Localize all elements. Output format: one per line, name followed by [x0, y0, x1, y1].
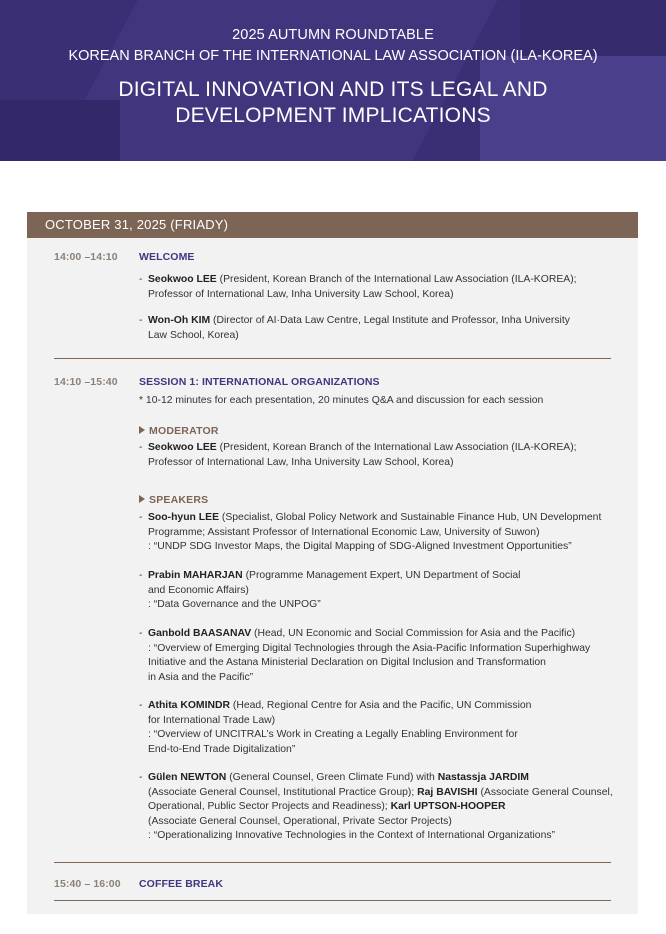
- speaker-name: Prabin MAHARJAN: [148, 570, 243, 581]
- talk-title: : “Data Governance and the UNPOG”: [148, 599, 321, 611]
- speaker-name: Karl UPTSON-HOOPER: [390, 801, 506, 813]
- session-title: WELCOME: [139, 251, 195, 263]
- triangle-bullet-icon: [139, 426, 145, 434]
- speaker-name: Athita KOMINDR: [148, 700, 230, 711]
- speaker-name: Gülen NEWTON: [148, 772, 227, 783]
- talk-title: : “Operationalizing Innovative Technologies in the Context of International Organizations”: [148, 830, 556, 842]
- divider: [54, 862, 611, 863]
- event-title: [0, 77, 666, 129]
- speaker-entry: - Ganbold BAASANAV (Head, UN Economic and Social Commission for Asia and the Pacific) : “Overview of Emerging Digital Technologies through the Asia-Pacific Information Superhighway Initiative and the Astana Ministerial Declaration on Digital Inclusion and Transformation in Asia and the Pacific”: [139, 628, 591, 683]
- speaker-name: Seokwoo LEE: [148, 274, 217, 285]
- date-band: OCTOBER 31, 2025 (FRIADY): [27, 212, 638, 238]
- speaker-entry: - Won-Oh KIM (Director of AI·Data Law Centre, Legal Institute and Professor, Inha University Law School, Korea): [139, 315, 570, 341]
- event-title-line: DEVELOPMENT IMPLICATIONS: [175, 104, 491, 127]
- speaker-name: Seokwoo LEE: [148, 442, 217, 453]
- session-title: SESSION 1: INTERNATIONAL ORGANIZATIONS: [139, 376, 380, 388]
- talk-title: : “UNDP SDG Investor Maps, the Digital Mapping of SDG-Aligned Investment Opportunities”: [148, 541, 572, 553]
- event-organizer: KOREAN BRANCH OF THE INTERNATIONAL LAW ASSOCIATION (ILA-KOREA): [68, 48, 598, 64]
- speaker-name: Soo-hyun LEE: [148, 512, 219, 523]
- speaker-name: Nastassja JARDIM: [437, 772, 529, 783]
- moderator-heading: MODERATOR: [139, 425, 219, 437]
- session-time: 14:00 –14:10: [54, 251, 118, 263]
- speaker-entry: - Gülen NEWTON (General Counsel, Green Climate Fund) with Nastassja JARDIM (Associate General Counsel, Institutional Practice Group); Raj BAVISHI (Associate General Counsel, Operational, Public Sector Projects and Readiness); Karl UPTSON-HOOPER (Associate General Counsel, Operational, Private Sector Projects) : “Operationalizing Innovative Technologies in the Context of International Organizations”: [139, 772, 613, 842]
- event-title-line: DIGITAL INNOVATION AND ITS LEGAL AND: [118, 78, 548, 101]
- speaker-entry: - Athita KOMINDR (Head, Regional Centre for Asia and the Pacific, UN Commission for International Trade Law) : “Overview of UNCITRAL’s Work in Creating a Legally Enabling Environment for End-to-End Trade Digitalization”: [139, 700, 532, 755]
- session-title: COFFEE BREAK: [139, 878, 224, 890]
- divider: [54, 358, 611, 359]
- speaker-entry: - Seokwoo LEE (President, Korean Branch of the International Law Association (ILA-KOREA); Professor of International Law, Inha University Law School, Korea): [139, 274, 577, 300]
- speaker-entry: - Prabin MAHARJAN (Programme Management Expert, UN Department of Social and Economic Affairs) : “Data Governance and the UNPOG”: [139, 570, 521, 611]
- triangle-bullet-icon: [139, 495, 145, 503]
- talk-title: : “Overview of UNCITRAL’s Work in Creating a Legally Enabling Environment for: [148, 729, 518, 741]
- talk-title: : “Overview of Emerging Digital Technologies through the Asia-Pacific Information Superhighway: [148, 642, 591, 654]
- session-time: 15:40 – 16:00: [54, 878, 121, 890]
- moderator-entry: - Seokwoo LEE (President, Korean Branch of the International Law Association (ILA-KOREA); Professor of International Law, Inha University Law School, Korea): [139, 442, 577, 468]
- speaker-name: Raj BAVISHI: [417, 786, 478, 798]
- speaker-name: Ganbold BAASANAV: [148, 628, 252, 639]
- speakers-heading: SPEAKERS: [139, 494, 208, 506]
- speaker-entry: - Soo-hyun LEE (Specialist, Global Policy Network and Sustainable Finance Hub, UN Development Programme; Assistant Professor of International Economic Law, University of Suwon) : “UNDP SDG Investor Maps, the Digital Mapping of SDG-Aligned Investment Opportunities”: [139, 512, 602, 553]
- banner-text: [0, 0, 666, 129]
- speaker-name: Won-Oh KIM: [148, 315, 211, 326]
- event-kicker: 2025 AUTUMN ROUNDTABLE: [232, 27, 434, 43]
- divider: [54, 900, 611, 901]
- program-card: [27, 212, 638, 914]
- header-banner: [0, 0, 666, 161]
- session-time: 14:10 –15:40: [54, 376, 118, 388]
- session-note: * 10-12 minutes for each presentation, 20 minutes Q&A and discussion for each session: [139, 395, 544, 406]
